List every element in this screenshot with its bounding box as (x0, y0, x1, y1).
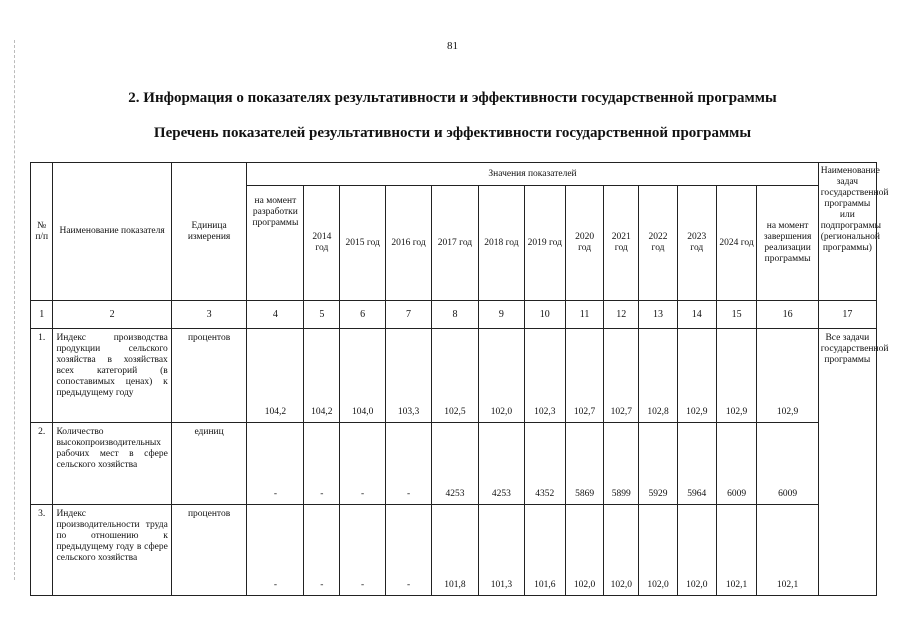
value-cell: 5964 (677, 423, 716, 505)
value-cell: 104,0 (340, 329, 386, 423)
indicator-name: Индекс производства продукции сельского хозяйства в хозяйствах всех категорий (в сопоставимых ценах) к предыдущему году (53, 329, 171, 423)
column-number: 4 (247, 301, 304, 329)
value-cell: 4253 (432, 423, 479, 505)
value-cell: - (386, 505, 432, 596)
value-cell: 102,1 (757, 505, 818, 596)
row-number: 1. (31, 329, 53, 423)
column-number: 9 (478, 301, 524, 329)
value-cell: 4352 (524, 423, 565, 505)
value-cell: 102,7 (565, 329, 604, 423)
column-number: 17 (818, 301, 876, 329)
value-cell: 101,3 (478, 505, 524, 596)
value-cell: 104,2 (304, 329, 340, 423)
table-row (31, 423, 877, 505)
value-cell: 102,9 (716, 329, 757, 423)
value-cell: 102,3 (524, 329, 565, 423)
header-year: 2014 год (304, 186, 340, 301)
column-number: 1 (31, 301, 53, 329)
value-cell: - (340, 423, 386, 505)
indicators-table (30, 162, 889, 596)
value-cell: - (247, 505, 304, 596)
value-cell: 5929 (639, 423, 678, 505)
tasks-cell: Все задачи государственной программы (818, 329, 876, 596)
header-year: на момент разработки программы (247, 186, 304, 301)
header-year: 2018 год (478, 186, 524, 301)
value-cell: - (247, 423, 304, 505)
column-number: 11 (565, 301, 604, 329)
value-cell: 101,8 (432, 505, 479, 596)
page-number: 81 (447, 40, 458, 52)
binding-margin (14, 40, 16, 580)
column-numbers-row (31, 301, 877, 329)
value-cell: 101,6 (524, 505, 565, 596)
indicator-name: Индекс производительности труда по отношению к предыдущему году в сфере сельского хозяйства (53, 505, 171, 596)
column-number: 16 (757, 301, 818, 329)
value-cell: 102,5 (432, 329, 479, 423)
column-number: 14 (677, 301, 716, 329)
value-cell: 103,3 (386, 329, 432, 423)
value-cell: - (340, 505, 386, 596)
value-cell: - (304, 423, 340, 505)
value-cell: 102,9 (757, 329, 818, 423)
row-number: 2. (31, 423, 53, 505)
value-cell: 102,0 (677, 505, 716, 596)
indicator-unit: процентов (171, 329, 247, 423)
value-cell: 102,0 (604, 505, 639, 596)
column-number: 8 (432, 301, 479, 329)
column-number: 3 (171, 301, 247, 329)
value-cell: 102,1 (716, 505, 757, 596)
header-year: 2020 год (565, 186, 604, 301)
value-cell: - (386, 423, 432, 505)
table-row (31, 329, 877, 423)
column-number: 2 (53, 301, 171, 329)
header-year: 2016 год (386, 186, 432, 301)
value-cell: 5869 (565, 423, 604, 505)
indicator-name: Количество высокопроизводительных рабочих мест в сфере сельского хозяйства (53, 423, 171, 505)
header-tasks: Наименование задач государственной программы или подпрограммы (региональной программы) (818, 163, 876, 301)
column-number: 15 (716, 301, 757, 329)
header-values: Значения показателей (247, 163, 818, 186)
section-heading: 2. Информация о показателях результативности и эффективности государственной программы (128, 90, 777, 106)
column-number: 13 (639, 301, 678, 329)
table-title: Перечень показателей результативности и эффективности государственной программы (153, 125, 752, 141)
value-cell: 4253 (478, 423, 524, 505)
column-number: 7 (386, 301, 432, 329)
header-name: Наименование показателя (53, 163, 171, 301)
header-year: 2023 год (677, 186, 716, 301)
column-number: 5 (304, 301, 340, 329)
header-year: 2021 год (604, 186, 639, 301)
header-year: 2022 год (639, 186, 678, 301)
header-year: 2024 год (716, 186, 757, 301)
header-year: 2017 год (432, 186, 479, 301)
value-cell: 102,7 (604, 329, 639, 423)
row-number: 3. (31, 505, 53, 596)
value-cell: 5899 (604, 423, 639, 505)
value-cell: 102,0 (478, 329, 524, 423)
value-cell: - (304, 505, 340, 596)
value-cell: 6009 (757, 423, 818, 505)
indicator-unit: единиц (171, 423, 247, 505)
header-year: 2015 год (340, 186, 386, 301)
header-year: 2019 год (524, 186, 565, 301)
column-number: 6 (340, 301, 386, 329)
value-cell: 102,0 (639, 505, 678, 596)
header-unit: Единица измерения (171, 163, 247, 301)
value-cell: 102,0 (565, 505, 604, 596)
indicator-unit: процентов (171, 505, 247, 596)
header-year: на момент завершения реализации программы (757, 186, 818, 301)
table-row (31, 505, 877, 596)
value-cell: 102,8 (639, 329, 678, 423)
value-cell: 6009 (716, 423, 757, 505)
column-number: 12 (604, 301, 639, 329)
value-cell: 102,9 (677, 329, 716, 423)
value-cell: 104,2 (247, 329, 304, 423)
column-number: 10 (524, 301, 565, 329)
header-no: № п/п (31, 163, 53, 301)
